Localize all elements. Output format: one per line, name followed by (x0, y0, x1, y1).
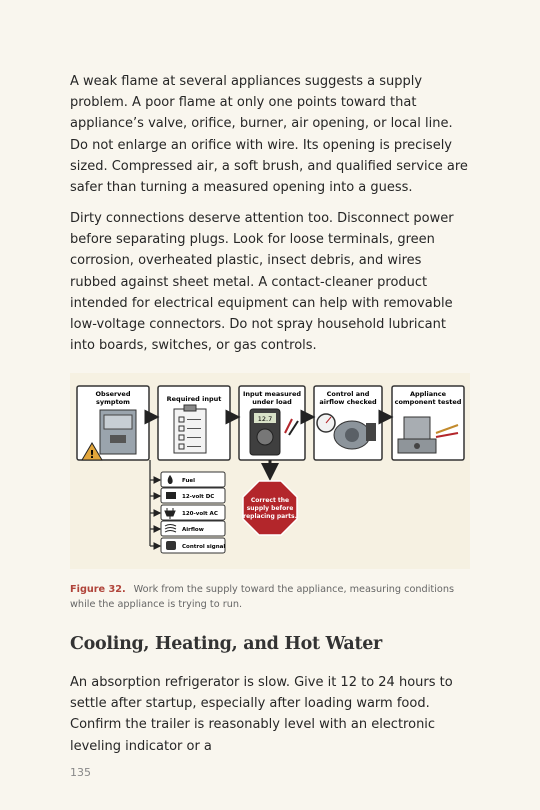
svg-text:under load: under load (252, 398, 292, 406)
step-box-observed-symptom (77, 386, 149, 461)
meter-reading: 12.7 (257, 415, 273, 423)
svg-text:!: ! (89, 448, 95, 461)
step-box-control-airflow (314, 386, 382, 460)
chip-icon (166, 541, 176, 550)
figure-label: Figure 32. (70, 584, 126, 595)
troubleshooting-flow-diagram (70, 373, 470, 569)
svg-text:replacing parts.: replacing parts. (243, 513, 297, 520)
stop-sign (243, 481, 297, 535)
figure-32 (70, 373, 470, 569)
svg-text:Control and: Control and (326, 390, 370, 398)
figure-caption (70, 582, 470, 612)
svg-text:component tested: component tested (394, 398, 462, 406)
svg-text:Airflow: Airflow (182, 527, 204, 533)
body-paragraph-2: Dirty connections deserve attention too. Disconnect power before separating plugs. Look for loose terminals, green corrosion, overheated plastic, insect debris, and wires rubbed against sheet metal. A contact-cleaner product intended for electrical equipment can help with removable low-voltage connectors. Do not spray household lubricant into boards, switches, or gas controls. (70, 211, 454, 354)
section-heading: Cooling, Heating, and Hot Water (70, 634, 382, 654)
checklist-icon (174, 405, 206, 453)
body-paragraph-1: A weak flame at several appliances suggests a supply problem. A poor flame at only one points toward that appliance’s valve, orifice, burner, air opening, or local line. Do not enlarge an orifice with wire. Its opening is precisely sized. Compressed air, a soft brush, and qualified service are safer than turning a measured opening into a guess. (70, 74, 468, 196)
step-label: Observed (95, 390, 131, 398)
svg-text:Correct the: Correct the (250, 497, 290, 504)
caption-text: Work from the supply toward the appliance, measuring conditions while the appliance is trying to run. (70, 584, 455, 610)
svg-text:Required input: Required input (166, 395, 222, 403)
input-item-airflow (161, 521, 225, 536)
svg-text:Input measured: Input measured (242, 390, 302, 398)
svg-text:Fuel: Fuel (182, 478, 196, 484)
step-label: symptom (96, 398, 130, 406)
input-list-connector (150, 460, 160, 546)
input-item-120v-ac (161, 505, 225, 520)
input-item-fuel (161, 472, 225, 487)
svg-text:Control signal: Control signal (182, 544, 226, 550)
step-box-appliance-component (392, 386, 464, 460)
svg-text:12-volt DC: 12-volt DC (182, 494, 215, 500)
input-item-control-signal (161, 538, 225, 553)
svg-text:supply before: supply before (246, 505, 294, 512)
body-paragraph-3: An absorption refrigerator is slow. Give it 12 to 24 hours to settle after startup, especially after loading warm food. Confirm the trailer is reasonably level with an electronic leveling indicator or a (70, 675, 453, 754)
svg-text:Appliance: Appliance (409, 390, 447, 398)
page-number: 135 (70, 766, 91, 779)
step-box-required-input (158, 386, 230, 460)
step-box-input-measured (239, 386, 305, 460)
input-item-12v-dc (161, 488, 225, 503)
battery-icon (166, 492, 176, 499)
svg-text:120-volt AC: 120-volt AC (182, 511, 218, 517)
svg-text:airflow checked: airflow checked (319, 398, 377, 406)
